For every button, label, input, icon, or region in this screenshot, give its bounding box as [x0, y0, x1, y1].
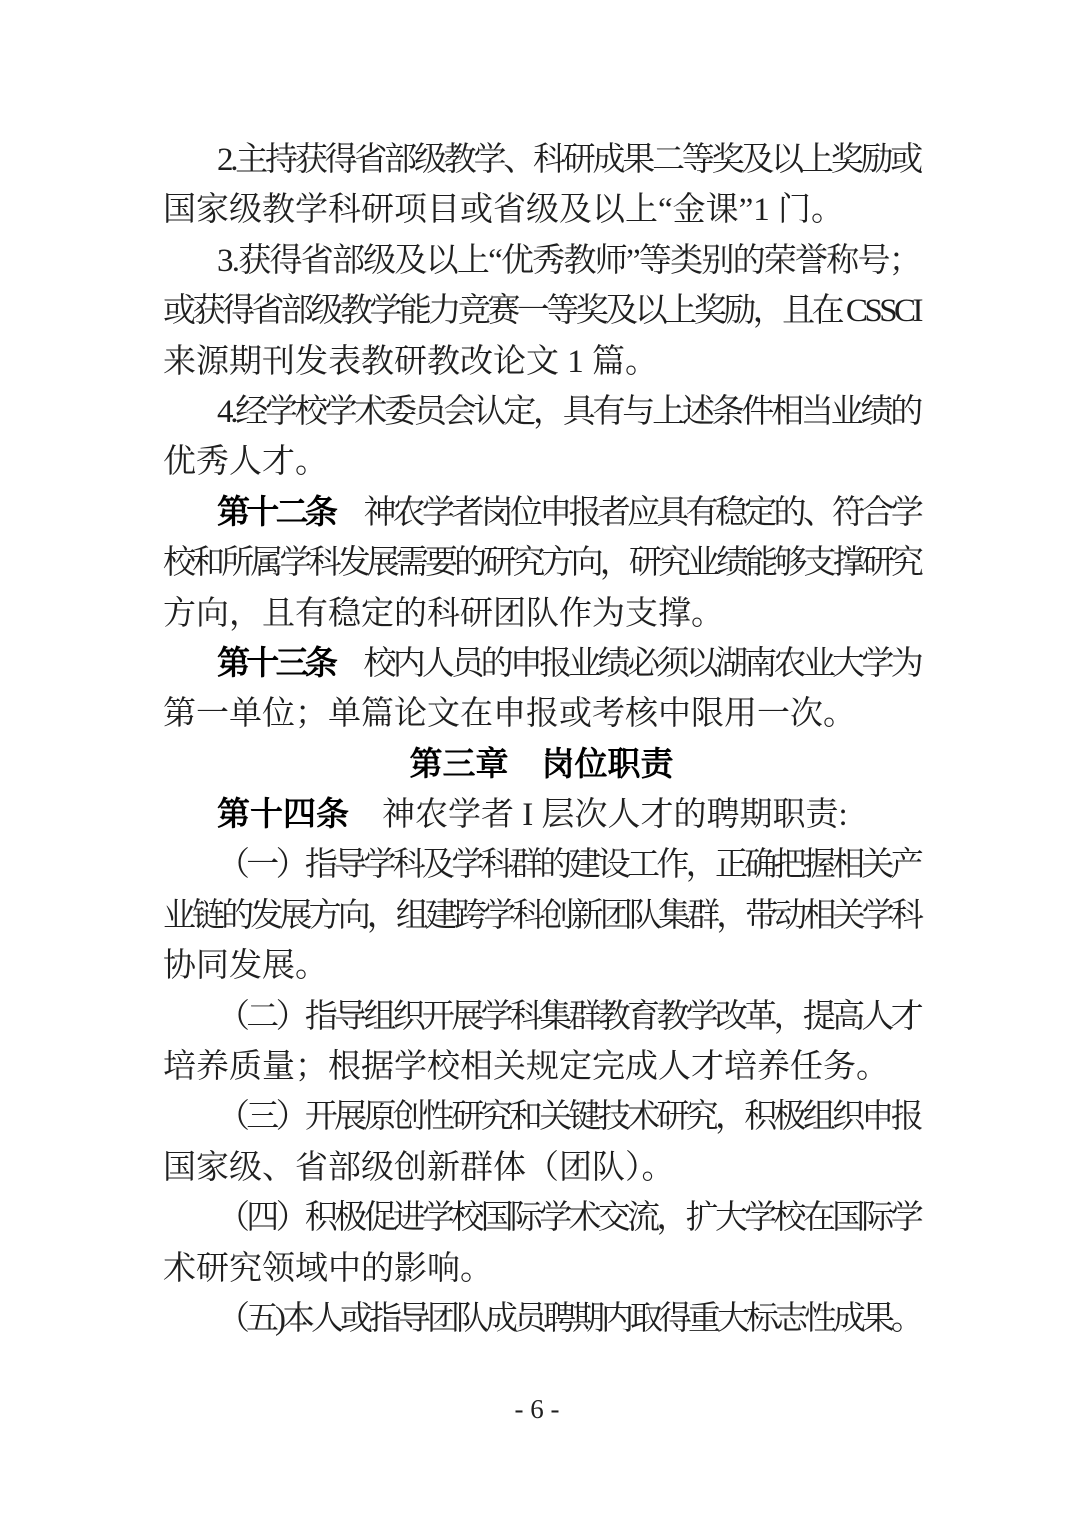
line-text: （二）指导组织开展学科集群教育教学改革，提高人才: [217, 998, 921, 1035]
line-content: [217, 1301, 920, 1337]
document-line: [163, 688, 920, 738]
line-content: [163, 898, 920, 934]
chapter-heading: [163, 739, 920, 789]
document-line: [163, 839, 920, 889]
line-text: 国家级、省部级创新群体（团队）。: [163, 1149, 675, 1186]
line-text: （一）指导学科及学科群的建设工作，正确把握相关产: [217, 847, 921, 884]
line-text: （三）开展原创性研究和关键技术研究，积极组织申报: [217, 1099, 921, 1136]
document-line: [163, 890, 920, 940]
line-content: [163, 1251, 493, 1287]
line-text: 校内人员的申报业绩必须以湖南农业大学为: [334, 645, 921, 682]
line-content: [217, 643, 921, 682]
line-content: [163, 293, 920, 329]
document-line: [163, 588, 920, 638]
document-line: [163, 537, 920, 587]
line-content: [163, 696, 856, 732]
document-line: [163, 940, 920, 990]
line-content: [217, 492, 921, 531]
line-text: 或获得省部级教学能力竞赛一等奖及以上奖励，且在 CSSCI: [163, 293, 920, 330]
document-line: [163, 386, 920, 436]
line-content: [217, 1099, 920, 1135]
document-body: [163, 134, 920, 1343]
line-text: 4.经学校学术委员会认定，具有与上述条件相当业绩的: [217, 393, 921, 430]
line-text: 神农学者 I 层次人才的聘期职责:: [349, 797, 848, 834]
document-line: [163, 134, 920, 184]
document-line: [163, 1142, 920, 1192]
article-number-bold: 第十三条: [217, 643, 335, 681]
line-content: [163, 545, 920, 581]
document-line: [163, 1293, 920, 1343]
document-line: [163, 1192, 920, 1242]
line-content: [410, 745, 674, 782]
line-text: 2.主持获得省部级教学、科研成果二等奖及以上奖励或: [217, 142, 921, 178]
document-line: [163, 1041, 920, 1091]
line-content: [217, 797, 848, 833]
line-text: 国家级教学科研项目或省级及以上“金课”1 门。: [163, 192, 845, 229]
line-text: 第三章 岗位职责: [409, 744, 674, 782]
line-content: [163, 1049, 889, 1085]
document-line: [163, 436, 920, 486]
document-line: [163, 991, 920, 1041]
document-line: [163, 336, 920, 386]
page-number: - 6 -: [514, 1394, 560, 1424]
line-content: [163, 596, 724, 632]
line-content: [163, 192, 844, 228]
line-content: [163, 948, 328, 984]
line-content: [217, 243, 920, 279]
line-content: [217, 142, 920, 178]
line-content: [163, 444, 328, 480]
document-line: [163, 285, 920, 335]
line-text: 方向，且有稳定的科研团队作为支撑。: [163, 595, 724, 632]
document-line: [163, 1243, 920, 1293]
line-text: 神农学者岗位申报者应具有稳定的、符合学: [334, 494, 921, 531]
line-text: 优秀人才。: [163, 444, 328, 481]
line-content: [217, 999, 920, 1035]
line-text: 第一单位；单篇论文在申报或考核中限用一次。: [163, 696, 856, 733]
line-text: （五)本人或指导团队成员聘期内取得重大标志性成果。: [217, 1300, 920, 1337]
line-text: （四）积极促进学校国际学术交流，扩大学校在国际学: [217, 1200, 921, 1237]
line-text: 协同发展。: [163, 948, 328, 985]
document-line: [163, 487, 920, 537]
line-text: 业链的发展方向，组建跨学科创新团队集群，带动相关学科: [163, 897, 921, 934]
line-text: 术研究领域中的影响。: [163, 1250, 493, 1287]
line-text: 培养质量；根据学校相关规定完成人才培养任务。: [163, 1049, 889, 1086]
line-content: [217, 1200, 920, 1236]
line-text: 3.获得省部级及以上“优秀教师”等类别的荣誉称号；: [217, 242, 920, 279]
line-content: [217, 847, 920, 883]
document-line: [163, 789, 920, 839]
article-number-bold: 第十二条: [217, 492, 335, 530]
line-content: [217, 394, 920, 430]
line-text: 校和所属学科发展需要的研究方向，研究业绩能够支撑研究: [163, 545, 921, 582]
document-line: [163, 184, 920, 234]
line-text: 来源期刊发表教研教改论文 1 篇。: [163, 343, 658, 380]
page-footer: [0, 1394, 1074, 1424]
document-line: [163, 1091, 920, 1141]
line-content: [163, 1150, 675, 1186]
article-number-bold: 第十四条: [217, 795, 349, 833]
line-content: [163, 344, 658, 380]
document-line: [163, 638, 920, 688]
document-line: [163, 235, 920, 285]
